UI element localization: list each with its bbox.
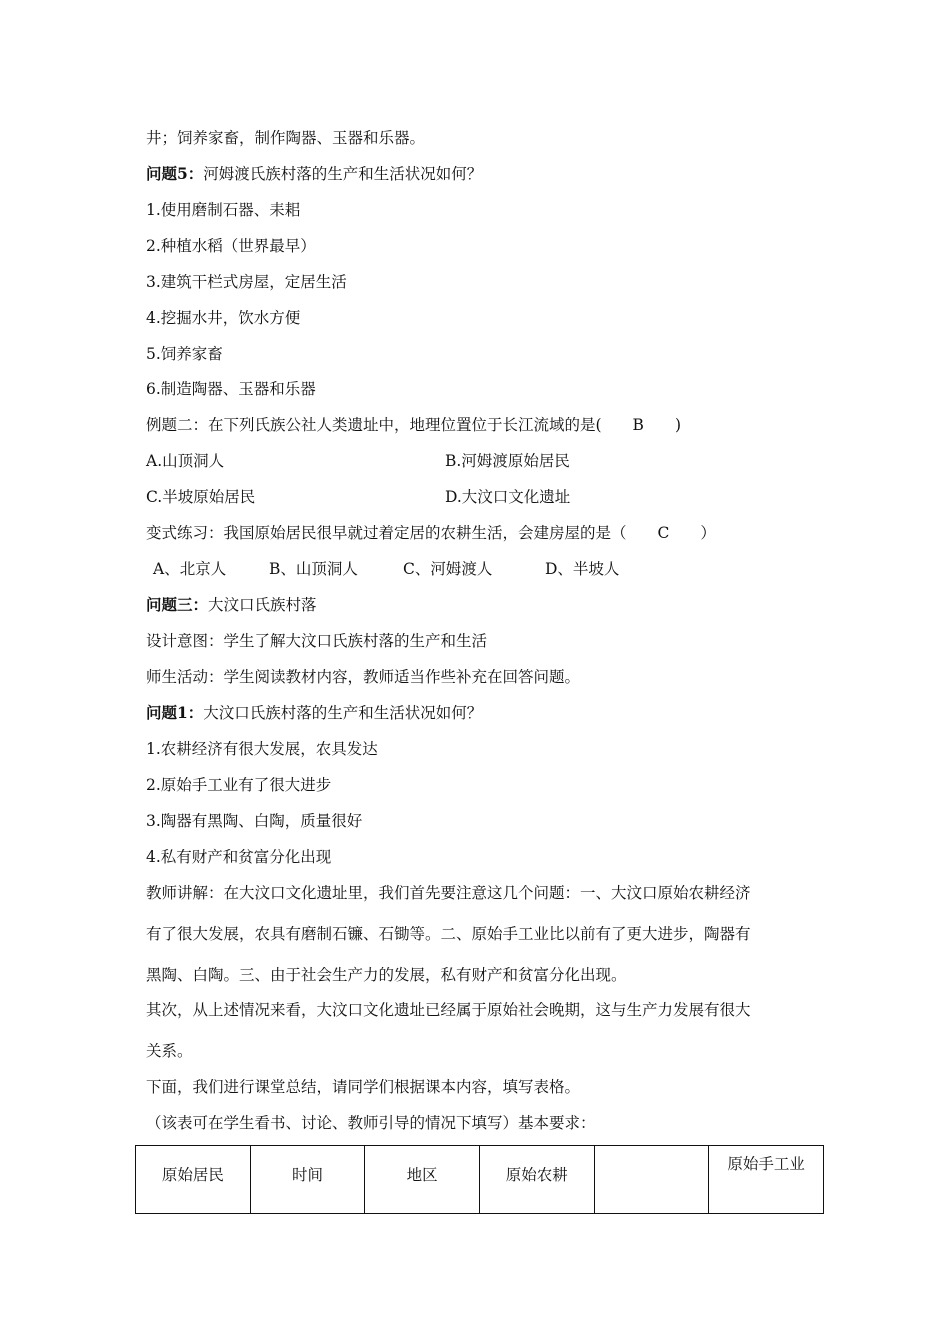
paragraph-line: （该表可在学生看书、讨论、教师引导的情况下填写）基本要求： — [146, 1114, 596, 1132]
option-c: C.半坡原始居民 — [146, 488, 256, 506]
variant-exercise: 变式练习：我国原始居民很早就过着定居的农耕生活，会建房屋的是（ C ） — [146, 524, 716, 542]
problem-3-heading — [146, 595, 317, 615]
list-item: 1.使用磨制石器、耒耜 — [146, 201, 301, 219]
table-cell: 原始农耕 — [479, 1146, 594, 1214]
table-cell: 原始手工业 — [709, 1146, 824, 1214]
question-label: 问题5： — [146, 164, 204, 183]
table-cell: 地区 — [365, 1146, 480, 1214]
paragraph-line: 其次，从上述情况来看，大汶口文化遗址已经属于原始社会晚期，这与生产力发展有很大 — [146, 1001, 751, 1019]
question-1 — [146, 703, 482, 723]
list-item: 4.私有财产和贫富分化出现 — [146, 848, 332, 866]
list-item: 3.陶器有黑陶、白陶，质量很好 — [146, 812, 363, 830]
table-cell: 原始居民 — [136, 1146, 251, 1214]
paragraph-line: 关系。 — [146, 1042, 193, 1060]
list-item: 5.饲养家畜 — [146, 345, 223, 363]
paragraph-line: 有了很大发展，农具有磨制石镰、石锄等。二、原始手工业比以前有了更大进步，陶器有 — [146, 925, 751, 943]
list-item: 3.建筑干栏式房屋，定居生活 — [146, 273, 347, 291]
option-a: A、北京人 — [153, 560, 227, 578]
design-intent: 设计意图：学生了解大汶口氏族村落的生产和生活 — [146, 632, 488, 650]
text-line: 井；饲养家畜，制作陶器、玉器和乐器。 — [146, 129, 426, 147]
question-label: 问题1： — [146, 703, 204, 722]
list-item: 4.挖掘水井，饮水方便 — [146, 309, 301, 327]
option-a: A.山顶洞人 — [146, 452, 225, 470]
list-item: 1.农耕经济有很大发展，农具发达 — [146, 740, 378, 758]
summary-table — [135, 1145, 824, 1214]
option-b: B、山顶洞人 — [269, 560, 358, 578]
question-text: 河姆渡氏族村落的生产和生活状况如何？ — [203, 165, 483, 183]
option-d: D、半坡人 — [545, 560, 620, 578]
paragraph-line: 下面，我们进行课堂总结，请同学们根据课本内容，填写表格。 — [146, 1078, 581, 1096]
option-b: B.河姆渡原始居民 — [445, 452, 570, 470]
table-cell — [594, 1146, 709, 1214]
example-2: 例题二：在下列氏族公社人类遗址中，地理位置位于长江流域的是( B ) — [146, 416, 681, 434]
paragraph-line: 黑陶、白陶。三、由于社会生产力的发展，私有财产和贫富分化出现。 — [146, 966, 627, 984]
problem-label: 问题三： — [146, 595, 209, 614]
list-item: 6.制造陶器、玉器和乐器 — [146, 380, 316, 398]
option-d: D.大汶口文化遗址 — [445, 488, 571, 506]
paragraph-line: 教师讲解：在大汶口文化遗址里，我们首先要注意这几个问题：一、大汶口原始农耕经济 — [146, 884, 751, 902]
list-item: 2.原始手工业有了很大进步 — [146, 776, 332, 794]
table-cell: 时间 — [250, 1146, 365, 1214]
option-c: C、河姆渡人 — [403, 560, 493, 578]
question-text: 大汶口氏族村落的生产和生活状况如何？ — [203, 704, 483, 722]
table-header-row — [136, 1146, 824, 1214]
teacher-student-activity: 师生活动：学生阅读教材内容，教师适当作些补充在回答问题。 — [146, 668, 581, 686]
list-item: 2.种植水稻（世界最早） — [146, 237, 316, 255]
question-5 — [146, 164, 482, 184]
problem-text: 大汶口氏族村落 — [208, 596, 317, 614]
